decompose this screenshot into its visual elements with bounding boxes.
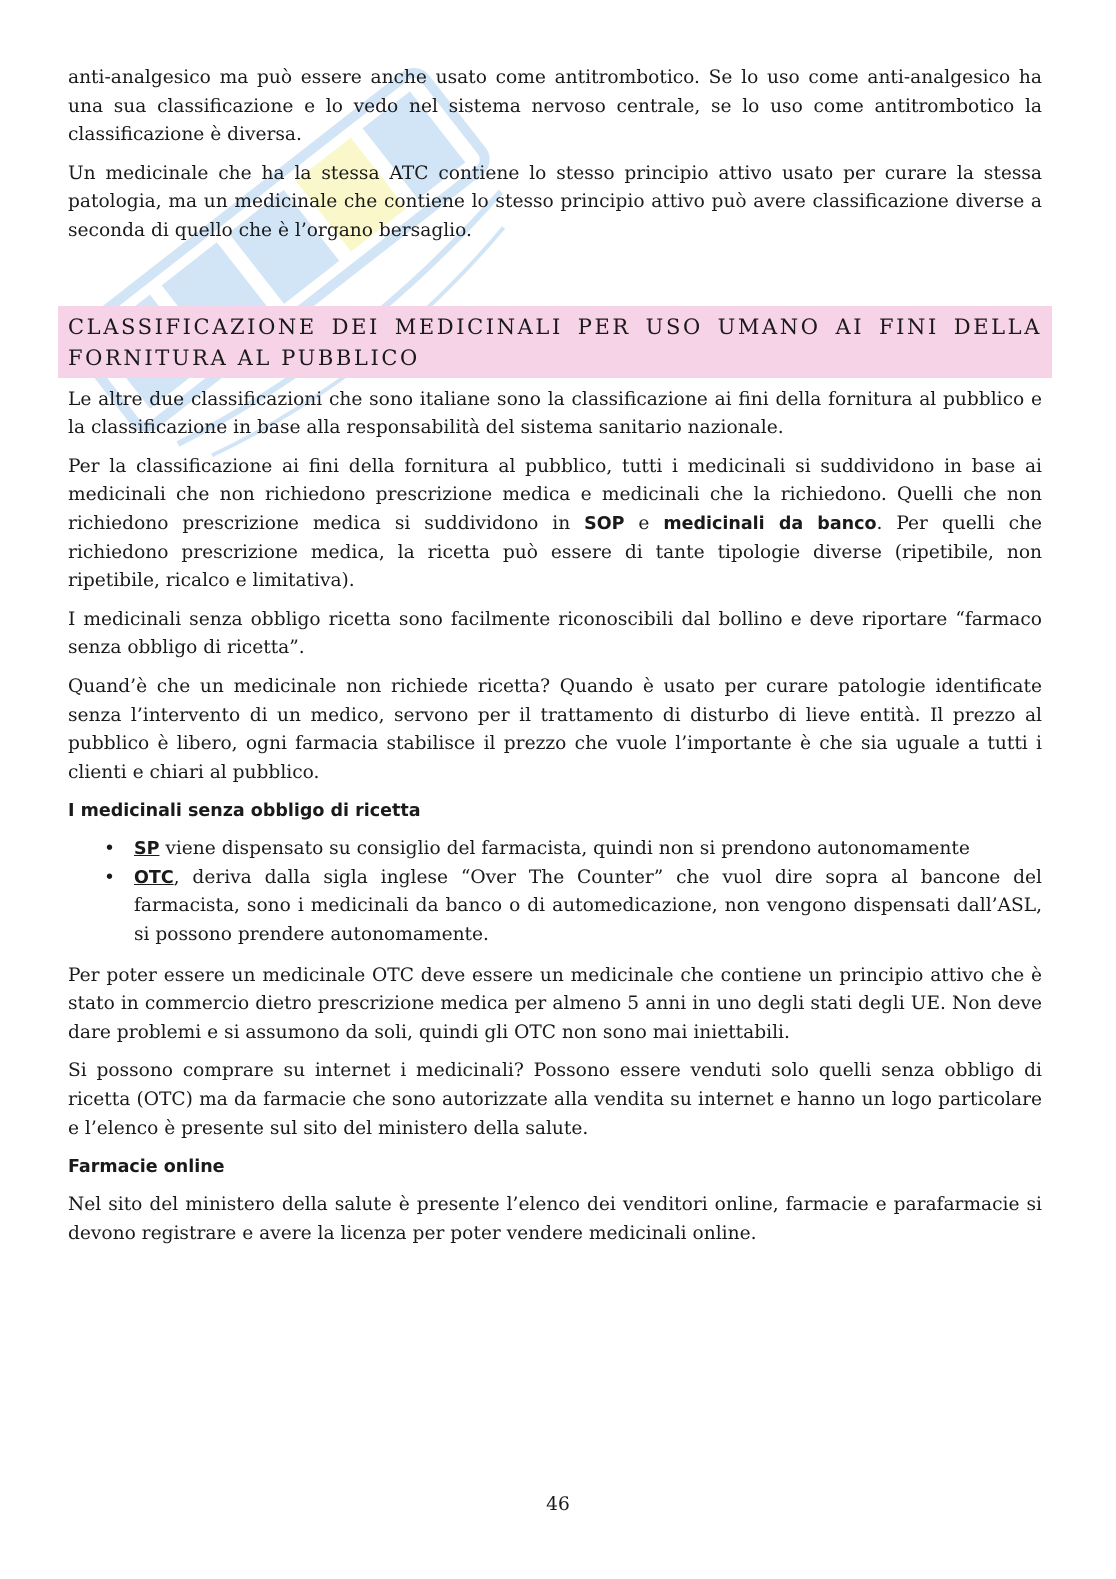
section-paragraph-1: Le altre due classificazioni che sono italiane sono la classificazione ai fini della fornitura al pubblico e la classificazione in base alla responsabilità del sistema sanitario nazionale.: [68, 388, 1042, 439]
section-paragraph-2: Per la classificazione ai fini della fornitura al pubblico, tutti i medicinali si suddividono in base ai medicinali che non richiedono prescrizione medica e medicinali che la richiedono. Quelli che non richiedono prescrizione medica si suddividono in SOP e medicinali da banco. Per quelli che richiedono prescrizione medica, la ricetta può essere di tante tipologie diverse (ripetibile, non ripetibile, ricalco e limitativa).: [68, 455, 1042, 592]
page-content: [68, 64, 1042, 1258]
section-paragraph-7: Nel sito del ministero della salute è presente l’elenco dei venditori online, farmacie e parafarmacie si devono registrare e avere la licenza per poter vendere medicinali online.: [68, 1194, 1042, 1244]
section-heading-box: [58, 306, 1052, 378]
subheading-senza-obbligo: I medicinali senza obbligo di ricetta: [68, 801, 421, 822]
term-sp: SP: [134, 839, 160, 860]
bullet-list: [68, 835, 1042, 949]
list-item: • OTC, deriva dalla sigla inglese “Over The Counter” che vuol dire sopra al bancone del farmacista, sono i medicinali da banco o di automedicazione, non vengono dispensati dall’ASL, si possono prendere autonomamente.: [68, 864, 1042, 950]
term-otc: OTC: [134, 867, 174, 888]
subheading-farmacie-online: Farmacie online: [68, 1157, 225, 1178]
term-sop: SOP: [584, 513, 625, 534]
bullet-icon: •: [104, 866, 115, 888]
page-number: 46: [546, 1494, 570, 1515]
intro-paragraph-2: Un medicinale che ha la stessa ATC contiene lo stesso principio attivo usato per curare la stessa patologia, ma un medicinale che contiene lo stesso principio attivo può avere classificazione diverse a seconda di quello che è l’organo bersaglio.: [68, 162, 1042, 241]
section-paragraph-5: Per poter essere un medicinale OTC deve essere un medicinale che contiene un principio attivo che è stato in commercio dietro prescrizione medica per almeno 5 anni in uno degli stati degli UE. Non deve dare problemi e si assumono da soli, quindi gli OTC non sono mai iniettabili.: [68, 964, 1042, 1043]
bullet-icon: •: [104, 838, 115, 860]
section-paragraph-6: Si possono comprare su internet i medicinali? Possono essere venduti solo quelli senza obbligo di ricetta (OTC) ma da farmacie che sono autorizzate alla vendita su internet e hanno un logo particolare e l’elenco è presente sul sito del ministero della salute.: [68, 1060, 1042, 1139]
term-medicinali-da-banco: medicinali da banco: [663, 513, 877, 534]
intro-paragraph-1: anti-analgesico ma può essere anche usato come antitrombotico. Se lo uso come anti-analgesico ha una sua classificazione e lo vedo nel sistema nervoso centrale, se lo uso come antitrombotico la classificazione è diversa.: [68, 67, 1042, 146]
section-paragraph-4: Quand’è che un medicinale non richiede ricetta? Quando è usato per curare patologie identificate senza l’intervento di un medico, servono per il trattamento di disturbo di lieve entità. Il prezzo al pubblico è libero, ogni farmacia stabilisce il prezzo che vuole l’importante è che sia uguale a tutti i clienti e chiari al pubblico.: [68, 675, 1042, 783]
section-heading: CLASSIFICAZIONE DEI MEDICINALI PER USO UMANO AI FINI DELLA FORNITURA AL PUBBLICO: [68, 314, 1042, 370]
section-paragraph-3: I medicinali senza obbligo ricetta sono facilmente riconoscibili dal bollino e deve riportare “farmaco senza obbligo di ricetta”.: [68, 608, 1042, 659]
list-item: • SP viene dispensato su consiglio del farmacista, quindi non si prendono autonomamente: [68, 835, 1042, 864]
